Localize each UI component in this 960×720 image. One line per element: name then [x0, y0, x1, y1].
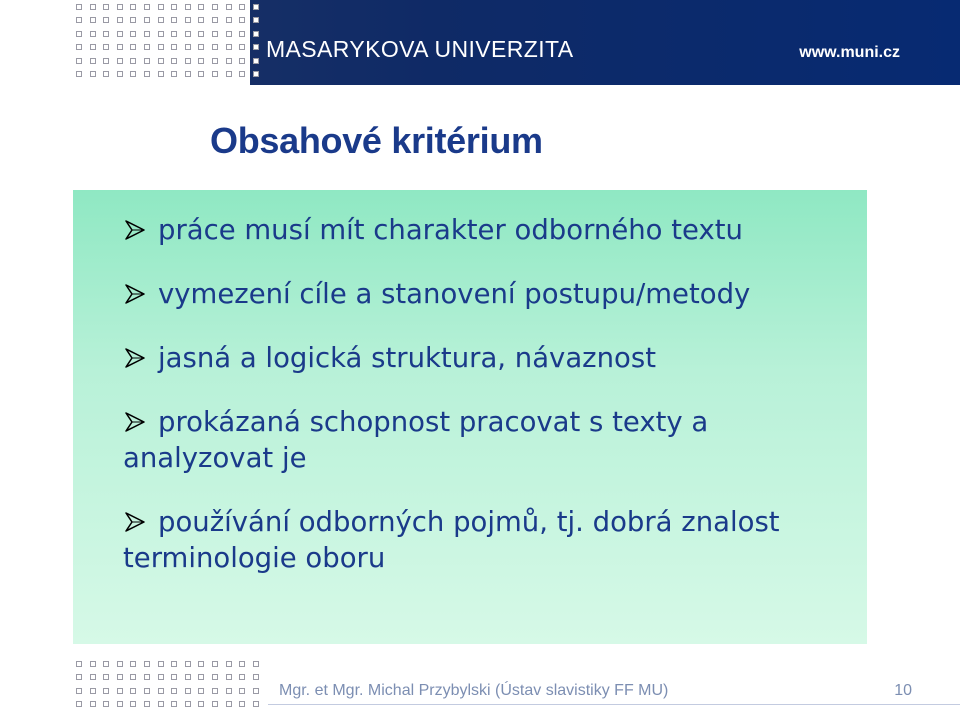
decorative-dot — [171, 17, 177, 23]
decorative-dot — [103, 71, 109, 77]
decorative-dot — [185, 58, 191, 64]
decorative-dot — [212, 31, 218, 37]
decorative-dot — [158, 44, 164, 50]
decorative-dot — [212, 674, 218, 680]
decorative-dot — [130, 17, 136, 23]
decorative-dot — [144, 674, 150, 680]
decorative-dot — [158, 701, 164, 707]
decorative-dot — [239, 661, 245, 667]
bullet-list — [123, 212, 843, 604]
decorative-dot — [198, 701, 204, 707]
bullet-item — [123, 276, 843, 312]
decorative-dot — [212, 688, 218, 694]
decorative-dot — [226, 674, 232, 680]
decorative-dot — [117, 674, 123, 680]
decorative-dot — [76, 661, 82, 667]
content-box — [73, 190, 867, 644]
decorative-dot — [158, 17, 164, 23]
decorative-dot — [171, 44, 177, 50]
decorative-dot-grid — [76, 4, 262, 80]
bullet-item — [123, 212, 843, 248]
header-banner — [0, 0, 960, 85]
decorative-dot — [130, 58, 136, 64]
decorative-dot — [103, 674, 109, 680]
decorative-dot — [103, 4, 109, 10]
decorative-dot — [90, 661, 96, 667]
decorative-dot — [76, 674, 82, 680]
decorative-dot — [253, 701, 259, 707]
decorative-dot — [130, 44, 136, 50]
decorative-dot — [212, 701, 218, 707]
decorative-dot — [90, 701, 96, 707]
bullet-item — [123, 504, 843, 576]
decorative-dot — [130, 31, 136, 37]
decorative-dot — [171, 701, 177, 707]
decorative-dot — [130, 661, 136, 667]
decorative-dot — [90, 31, 96, 37]
decorative-dot — [239, 701, 245, 707]
decorative-dot — [253, 44, 259, 50]
decorative-dot — [198, 688, 204, 694]
arrow-bullet-icon — [123, 511, 146, 533]
decorative-dot — [76, 4, 82, 10]
decorative-dot — [239, 674, 245, 680]
decorative-dot — [158, 58, 164, 64]
decorative-dot — [90, 674, 96, 680]
decorative-dot — [226, 71, 232, 77]
decorative-dot — [103, 31, 109, 37]
footer-author: Mgr. et Mgr. Michal Przybylski (Ústav slavistiky FF MU) — [279, 682, 669, 699]
decorative-dot — [90, 688, 96, 694]
decorative-dot — [117, 4, 123, 10]
decorative-dot — [198, 31, 204, 37]
decorative-dot — [144, 71, 150, 77]
decorative-dot — [90, 44, 96, 50]
decorative-dot — [103, 17, 109, 23]
decorative-dot — [198, 71, 204, 77]
decorative-dot — [117, 661, 123, 667]
decorative-dot — [158, 71, 164, 77]
decorative-dot — [171, 71, 177, 77]
decorative-dot — [103, 688, 109, 694]
arrow-bullet-icon — [123, 411, 146, 433]
decorative-dot — [130, 71, 136, 77]
decorative-dot — [212, 58, 218, 64]
decorative-dot — [144, 44, 150, 50]
decorative-dot — [76, 688, 82, 694]
decorative-dot — [185, 701, 191, 707]
decorative-dot — [212, 44, 218, 50]
bullet-text: jasná a logická struktura, návaznost — [158, 342, 656, 374]
bullet-text: vymezení cíle a stanovení postupu/metody — [158, 278, 751, 310]
decorative-dot — [185, 31, 191, 37]
slide-title: Obsahové kritérium — [210, 120, 543, 161]
decorative-dot — [212, 17, 218, 23]
decorative-dot — [76, 17, 82, 23]
decorative-dot — [117, 58, 123, 64]
decorative-dot — [198, 674, 204, 680]
decorative-dot — [158, 688, 164, 694]
decorative-dot — [239, 31, 245, 37]
decorative-dot — [171, 688, 177, 694]
decorative-dot — [226, 4, 232, 10]
decorative-dot — [103, 58, 109, 64]
arrow-bullet-icon — [123, 283, 146, 305]
decorative-dot — [239, 4, 245, 10]
decorative-dot — [103, 661, 109, 667]
decorative-dot — [239, 71, 245, 77]
decorative-dot — [171, 674, 177, 680]
decorative-dot — [90, 17, 96, 23]
decorative-dot — [144, 4, 150, 10]
decorative-dot-grid-footer — [76, 661, 262, 710]
decorative-dot — [185, 674, 191, 680]
decorative-dot — [239, 58, 245, 64]
decorative-dot — [130, 688, 136, 694]
decorative-dot — [185, 688, 191, 694]
decorative-dot — [212, 71, 218, 77]
decorative-dot — [130, 701, 136, 707]
decorative-dot — [185, 661, 191, 667]
bullet-text: práce musí mít charakter odborného textu — [158, 214, 743, 246]
decorative-dot — [90, 71, 96, 77]
decorative-dot — [198, 17, 204, 23]
decorative-dot — [226, 688, 232, 694]
decorative-dot — [90, 4, 96, 10]
decorative-dot — [253, 661, 259, 667]
decorative-dot — [117, 71, 123, 77]
decorative-dot — [185, 17, 191, 23]
decorative-dot — [117, 44, 123, 50]
bullet-item — [123, 340, 843, 376]
decorative-dot — [253, 674, 259, 680]
decorative-dot — [253, 31, 259, 37]
decorative-dot — [253, 4, 259, 10]
decorative-dot — [239, 688, 245, 694]
page-number: 10 — [894, 682, 912, 699]
decorative-dot — [185, 71, 191, 77]
decorative-dot — [103, 701, 109, 707]
decorative-dot — [198, 4, 204, 10]
decorative-dot — [226, 58, 232, 64]
decorative-dot — [76, 31, 82, 37]
decorative-dot — [130, 4, 136, 10]
decorative-dot — [253, 17, 259, 23]
decorative-dot — [185, 44, 191, 50]
decorative-dot — [76, 58, 82, 64]
decorative-dot — [144, 58, 150, 64]
decorative-dot — [226, 44, 232, 50]
decorative-dot — [253, 58, 259, 64]
decorative-dot — [103, 44, 109, 50]
decorative-dot — [90, 58, 96, 64]
decorative-dot — [117, 688, 123, 694]
decorative-dot — [117, 31, 123, 37]
decorative-dot — [212, 4, 218, 10]
decorative-dot — [158, 31, 164, 37]
decorative-dot — [185, 4, 191, 10]
decorative-dot — [158, 4, 164, 10]
decorative-dot — [144, 688, 150, 694]
decorative-dot — [239, 17, 245, 23]
decorative-dot — [144, 701, 150, 707]
decorative-dot — [144, 31, 150, 37]
decorative-dot — [171, 661, 177, 667]
decorative-dot — [226, 31, 232, 37]
decorative-dot — [212, 661, 218, 667]
bullet-text: prokázaná schopnost pracovat s texty a analyzovat je — [123, 406, 709, 474]
bullet-item — [123, 404, 843, 476]
decorative-dot — [130, 674, 136, 680]
decorative-dot — [144, 661, 150, 667]
decorative-dot — [76, 44, 82, 50]
decorative-dot — [226, 661, 232, 667]
decorative-dot — [253, 71, 259, 77]
decorative-dot — [171, 31, 177, 37]
arrow-bullet-icon — [123, 219, 146, 241]
decorative-dot — [171, 4, 177, 10]
decorative-dot — [239, 44, 245, 50]
university-website: www.muni.cz — [799, 44, 900, 61]
decorative-dot — [198, 661, 204, 667]
footer-divider — [268, 704, 960, 705]
decorative-dot — [144, 17, 150, 23]
decorative-dot — [117, 701, 123, 707]
decorative-dot — [198, 58, 204, 64]
decorative-dot — [253, 688, 259, 694]
decorative-dot — [158, 674, 164, 680]
decorative-dot — [158, 661, 164, 667]
university-name: MASARYKOVA UNIVERZITA — [266, 36, 574, 62]
decorative-dot — [76, 701, 82, 707]
decorative-dot — [171, 58, 177, 64]
arrow-bullet-icon — [123, 347, 146, 369]
decorative-dot — [76, 71, 82, 77]
decorative-dot — [117, 17, 123, 23]
bullet-text: používání odborných pojmů, tj. dobrá znalost terminologie oboru — [123, 506, 780, 574]
decorative-dot — [198, 44, 204, 50]
decorative-dot — [226, 17, 232, 23]
decorative-dot — [226, 701, 232, 707]
